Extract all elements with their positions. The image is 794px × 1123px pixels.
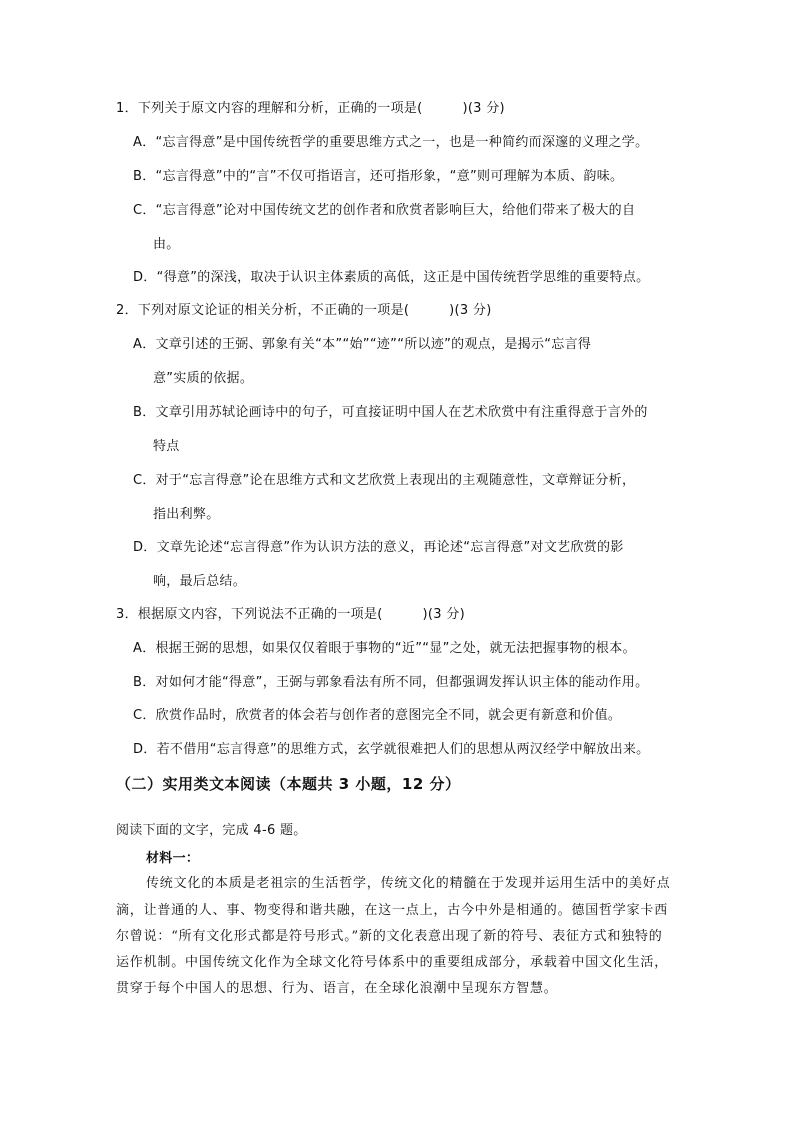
question-2-option-a-cont: 意”实质的依据。 — [153, 371, 254, 386]
material-line: 贯穿于每个中国人的思想、行为、语言，在全球化浪潮中呈现东方智慧。 — [116, 981, 558, 996]
question-1-option-b: B．“忘言得意”中的“言”不仅可指语言，还可指形象，“意”则可理解为本质、韵味。 — [133, 169, 624, 184]
question-3-option-c: C．欣赏作品时，欣赏者的体会若与创作者的意图完全不同，就会更有新意和价值。 — [133, 708, 622, 723]
question-3-option-a: A．根据王弼的思想，如果仅仅着眼于事物的“近”“显”之处，就无法把握事物的根本。 — [133, 641, 636, 656]
section-heading: （二）实用类文本阅读（本题共 3 小题，12 分） — [116, 775, 461, 793]
question-2-option-d-cont: 响，最后总结。 — [153, 574, 247, 589]
material-title: 材料一： — [146, 851, 200, 866]
question-1-option-a: A．“忘言得意”是中国传统哲学的重要思维方式之一，也是一种简约而深邃的义理之学。 — [133, 135, 649, 150]
section-intro: 阅读下面的文字，完成 4-6 题。 — [116, 823, 307, 838]
question-3-option-b: B．对如何才能“得意”，王弼与郭象看法有所不同，但都强调发挥认识主体的能动作用。 — [133, 675, 649, 690]
question-1-option-c: C．“忘言得意”论对中国传统文艺的创作者和欣赏者影响巨大，给他们带来了极大的自 — [133, 203, 636, 218]
question-2-option-c-cont: 指出利弊。 — [153, 507, 220, 522]
question-2-option-b: B．文章引用苏轼论画诗中的句子，可直接证明中国人在艺术欣赏中有注重得意于言外的 — [133, 405, 648, 420]
material-line: 运作机制。中国传统文化作为全球文化符号体系中的重要组成部分，承载着中国文化生活， — [116, 955, 669, 970]
material-line: 滴，让普通的人、事、物变得和谐共融，在这一点上，古今中外是相通的。德国哲学家卡西 — [116, 903, 669, 918]
material-line: 尔曾说：“所有文化形式都是符号形式。”新的文化表意出现了新的符号、表征方式和独特的 — [116, 929, 663, 944]
question-3-option-d: D．若不借用“忘言得意”的思维方式，玄学就很难把人们的思想从两汉经学中解放出来。 — [133, 742, 650, 757]
question-2-option-c: C．对于“忘言得意”论在思维方式和文艺欣赏上表现出的主观随意性，文章辩证分析， — [133, 473, 636, 488]
question-3-stem: 3．根据原文内容，下列说法不正确的一项是( )(3 分) — [116, 607, 465, 622]
question-2-stem: 2．下列对原文论证的相关分析，不正确的一项是( )(3 分) — [116, 303, 492, 318]
question-1-option-d: D．“得意”的深浅，取决于认识主体素质的高低，这正是中国传统哲学思维的重要特点。 — [133, 270, 650, 285]
material-line: 传统文化的本质是老祖宗的生活哲学，传统文化的精髓在于发现并运用生活中的美好点 — [146, 876, 671, 891]
question-1-stem: 1．下列关于原文内容的理解和分析，正确的一项是( )(3 分) — [116, 101, 505, 116]
question-2-option-b-cont: 特点 — [153, 439, 180, 454]
question-1-option-c-cont: 由。 — [153, 237, 180, 252]
question-2-option-a: A．文章引述的王弼、郭象有关“本”“始”“迹”“所以迹”的观点，是揭示“忘言得 — [133, 337, 592, 352]
question-2-option-d: D．文章先论述“忘言得意”作为认识方法的意义，再论述“忘言得意”对文艺欣赏的影 — [133, 540, 624, 555]
